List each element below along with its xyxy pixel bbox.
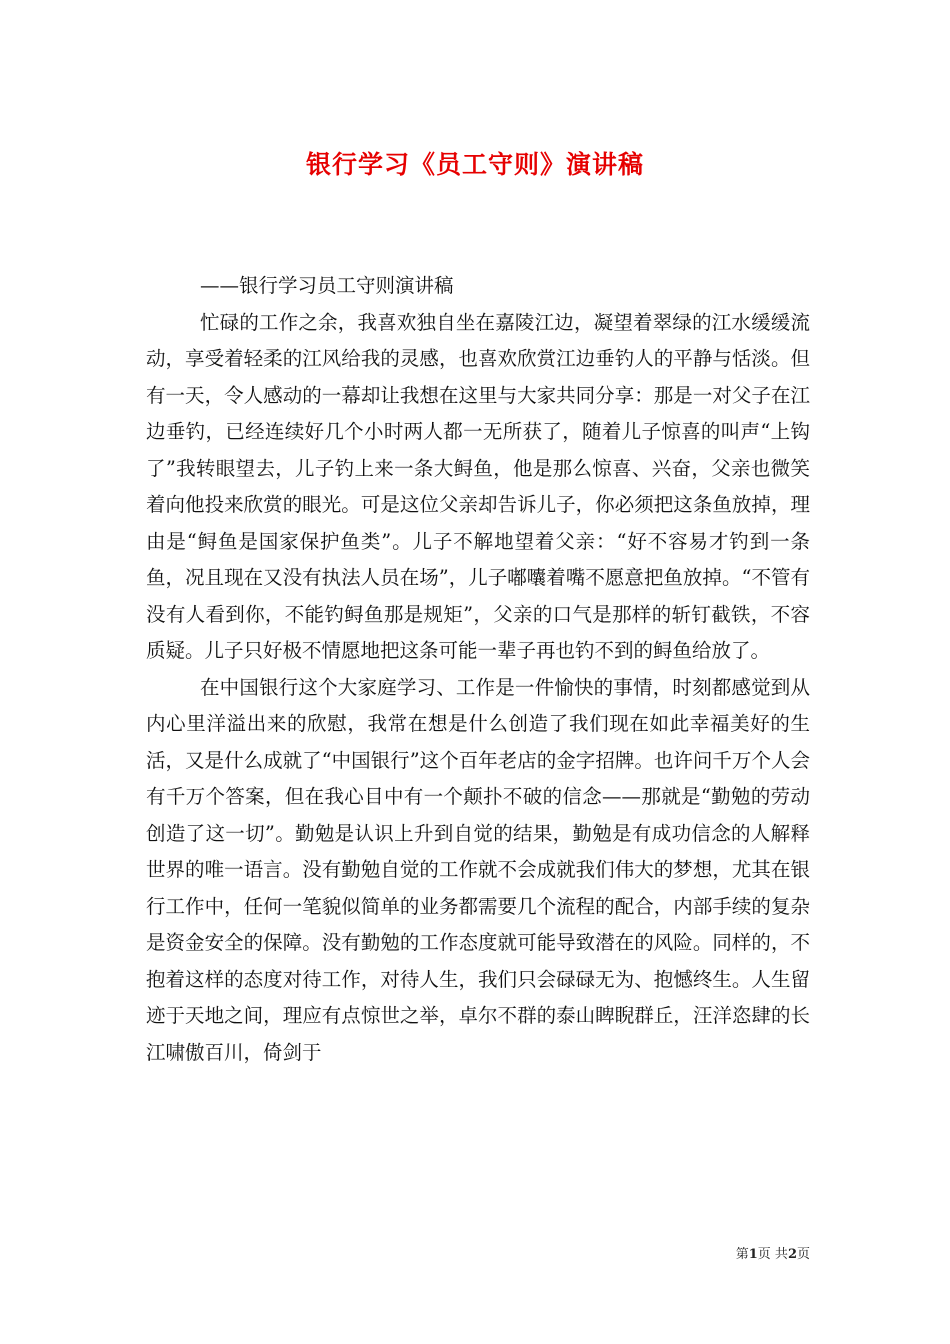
- footer-middle: 页 共: [757, 1247, 788, 1262]
- paragraph-1: 忙碌的工作之余，我喜欢独自坐在嘉陵江边，凝望着翠绿的江水缓缓流动，享受着轻柔的江风给我的灵感，也喜欢欣赏江边垂钓人的平静与恬淡。但有一天，令人感动的一幕却让我想在这里与大家共同分享：那是一对父子在江边垂钓，已经连续好几个小时两人都一无所获了，随着儿子惊喜的叫声“上钩了”我转眼望去，儿子钓上来一条大鲟鱼，他是那么惊喜、兴奋，父亲也微笑着向他投来欣赏的眼光。可是这位父亲却告诉儿子，你必须把这条鱼放掉，理由是“鲟鱼是国家保护鱼类”。儿子不解地望着父亲：“好不容易才钓到一条鱼，况且现在又没有执法人员在场”，儿子嘟囔着嘴不愿意把鱼放掉。“不管有没有人看到你，不能钓鲟鱼那是规矩”，父亲的口气是那样的斩钉截铁，不容质疑。儿子只好极不情愿地把这条可能一辈子再也钓不到的鲟鱼给放了。: [146, 310, 810, 662]
- document-body: [146, 268, 810, 1071]
- paragraph-2: 在中国银行这个大家庭学习、工作是一件愉快的事情，时刻都感觉到从内心里洋溢出来的欣慰，我常在想是什么创造了我们现在如此幸福美好的生活，又是什么成就了“中国银行”这个百年老店的金字招牌。也许问千万个人会有千万个答案，但在我心目中有一个颠扑不破的信念——那就是“勤勉的劳动创造了这一切”。勤勉是认识上升到自觉的结果，勤勉是有成功信念的人解释世界的唯一语言。没有勤勉自觉的工作就不会成就我们伟大的梦想，尤其在银行工作中，任何一笔貌似简单的业务都需要几个流程的配合，内部手续的复杂是资金安全的保障。没有勤勉的工作态度就可能导致潜在的风险。同样的，不抱着这样的态度对待工作，对待人生，我们只会碌碌无为、抱憾终生。人生留迹于天地之间，理应有点惊世之举，卓尔不群的泰山睥睨群丘，汪洋恣肆的长江啸傲百川，倚剑于: [146, 675, 810, 1064]
- footer-total-pages: 2: [787, 1247, 797, 1262]
- footer-suffix: 页: [796, 1247, 810, 1262]
- footer-prefix: 第: [735, 1247, 749, 1262]
- document-subtitle: ——银行学习员工守则演讲稿: [200, 274, 454, 297]
- document-title: 银行学习《员工守则》演讲稿: [305, 149, 644, 179]
- footer-page-number: 1: [748, 1247, 758, 1262]
- page-footer: [688, 1246, 810, 1264]
